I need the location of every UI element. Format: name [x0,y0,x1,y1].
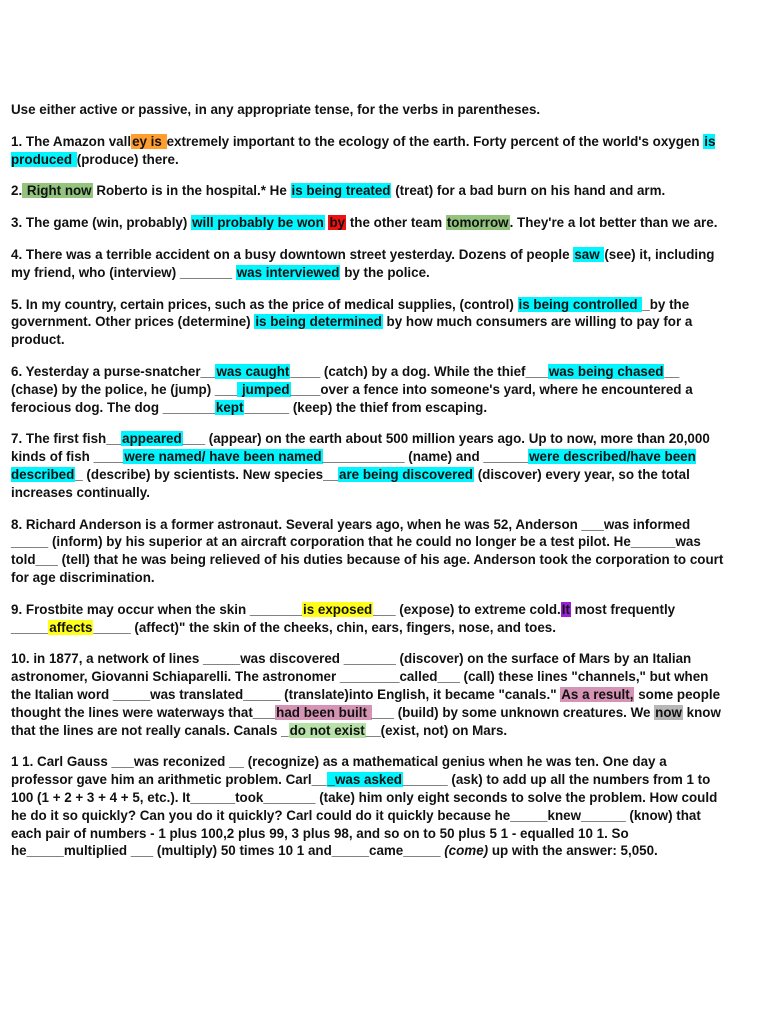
highlighted-answer: is being treated [291,183,391,199]
exercise-item-4 [11,246,727,282]
instructions-text [11,101,727,119]
highlighted-answer: are being discovered [339,466,473,482]
exercise-item-8 [11,516,727,587]
highlighted-answer: were described/have been described [11,449,696,482]
text-segment: the other team [346,215,446,231]
highlighted-answer: _was asked [327,772,402,788]
text-segment: (discover) every year, so the total increases continually. [11,466,690,500]
text-segment: _____ (affect)" the skin of the cheeks, chin, ears, fingers, nose, and toes. [93,619,556,635]
highlighted-answer: is exposed [303,601,373,617]
exercise-item-2 [11,182,727,200]
highlighted-answer: now [655,704,682,720]
highlighted-answer: is being determined [255,314,382,330]
highlighted-answer: is being controlled [518,296,642,312]
highlighted-answer: is produced [11,133,716,167]
highlighted-answer: kept [215,399,244,415]
highlighted-answer: was being chased [548,363,664,379]
text-segment: 1. The Amazon vall [11,133,132,149]
highlighted-answer: will probably be won [192,215,324,231]
text-segment: (treat) for a bad burn on his hand and arm. [391,183,666,199]
highlighted-answer: As a result, [561,686,634,702]
text-segment: 6. Yesterday a purse-snatcher__ [11,363,216,379]
text-segment: ___ (expose) to extreme cold. [373,601,561,617]
text-segment: __ (chase) by the police, he (jump) ___ [11,363,680,397]
text-segment: 1 1. Carl Gauss ___was reconized __ (recognize) as a mathematical genius when he was ten. One day a professor gave him an arithmetic problem. Carl__ [11,754,667,788]
highlighted-answer: had been built [276,704,371,720]
text-segment: _by the government. Other prices (determine) [11,296,690,330]
highlighted-answer: affects [49,619,93,635]
text-segment: (produce) there. [76,151,179,167]
text-segment: Use either active or passive, in any appropriate tense, for the verbs in parentheses. [11,102,541,117]
text-segment: Roberto is in the hospital.* He [92,183,291,199]
text-segment: ___ (build) by some unknown creatures. We [371,704,655,720]
exercise-item-10 [11,650,727,739]
text-segment: 3. The game (win, probably) [11,215,192,231]
highlighted-answer: was interviewed [236,264,340,280]
text-segment: 2. [11,183,23,199]
text-segment: ___ (appear) on the earth about 500 million years ago. Up to now, more than 20,000 kinds of fish ____ [11,431,710,465]
worksheet-document [11,101,727,874]
highlighted-answer: do not exist [289,722,365,738]
highlighted-answer: was caught [216,363,290,379]
text-segment: ____over a fence into someone's yard, where he encountered a ferocious dog. The dog _______ [11,381,693,415]
text-segment: 10. in 1877, a network of lines _____was discovered _______ (discover) on the surface of Mars by an Italian astronomer, Giovanni Schiaparelli. The astronomer ________called___ (call) these lines "channels," but when the Italian word _____was translated_____ (translate)into English, it became "canals." [11,651,709,702]
text-segment: by how much consumers are willing to pay for a product. [11,314,693,348]
text-segment: know that the lines are not really canals. Canals _ [11,704,721,738]
text-segment: ____ (catch) by a dog. While the thief___ [290,363,548,379]
text-segment: most frequently _____ [11,601,676,635]
highlighted-answer: tomorrow [446,215,509,231]
exercise-item-9 [11,601,727,637]
exercise-item-3 [11,214,727,232]
exercise-item-5 [11,296,727,349]
exercise-item-6 [11,363,727,416]
exercise-item-1 [11,133,727,169]
text-segment: ______ (ask) to add up all the numbers from 1 to 100 (1 + 2 + 3 + 4 + 5, etc.). It______took_______ (take) him only eight seconds to solve the problem. How could he do it so quickly? Can you do it quickly? Carl could do it quickly because he_____knew______ (know) that each pair of numbers - 1 plus 100,2 plus 99, 3 plus 98, and so on to 50 plus 5 1 - equalled 10 1. So he_____multiplied ___ (multiply) 50 times 10 1 and_____came_____ [11,772,718,859]
highlighted-answer: by [329,215,346,231]
text-segment: up with the answer: 5,050. [488,843,658,859]
text-segment: by the police. [340,264,430,280]
highlighted-answer: ey is [132,133,166,149]
text-segment: __(exist, not) on Mars. [365,722,508,738]
highlighted-answer: were named/ have been named [124,449,322,465]
text-segment: ______ (keep) the thief from escaping. [244,399,488,415]
text-segment: some people thought the lines were waterways that___ [11,686,721,720]
highlighted-answer: saw [574,246,604,262]
italic-text: (come) [444,843,489,859]
highlighted-answer: It [561,601,570,617]
exercise-item-7 [11,430,727,501]
text-segment: extremely important to the ecology of the earth. Forty percent of the world's oxygen [166,133,704,149]
exercise-item-11 [11,753,727,860]
text-segment: 5. In my country, certain prices, such as the price of medical supplies, (control) [11,296,518,312]
text-segment: 9. Frostbite may occur when the skin _______ [11,601,302,617]
text-segment: 7. The first fish__ [11,431,122,447]
text-segment: (see) it, including my friend, who (interview) _______ [11,246,715,280]
text-segment: ___________ (name) and ______ [322,449,529,465]
text-segment: 8. Richard Anderson is a former astronaut. Several years ago, when he was 52, Anderson ___was informed _____ (inform) by his superior at an aircraft corporation that he could no longer be a test pilot. He______was told___ (tell) that he was being relieved of his duties because of his age. Anderson took the corporation to court for age discrimination. [11,516,724,585]
text-segment: . They're a lot better than we are. [509,215,718,231]
highlighted-answer: Right now [23,183,92,199]
highlighted-answer: jumped [238,381,290,397]
highlighted-answer: appeared [122,431,182,447]
text-segment: 4. There was a terrible accident on a busy downtown street yesterday. Dozens of people [11,246,574,262]
text-segment: _ (describe) by scientists. New species__ [75,466,338,482]
